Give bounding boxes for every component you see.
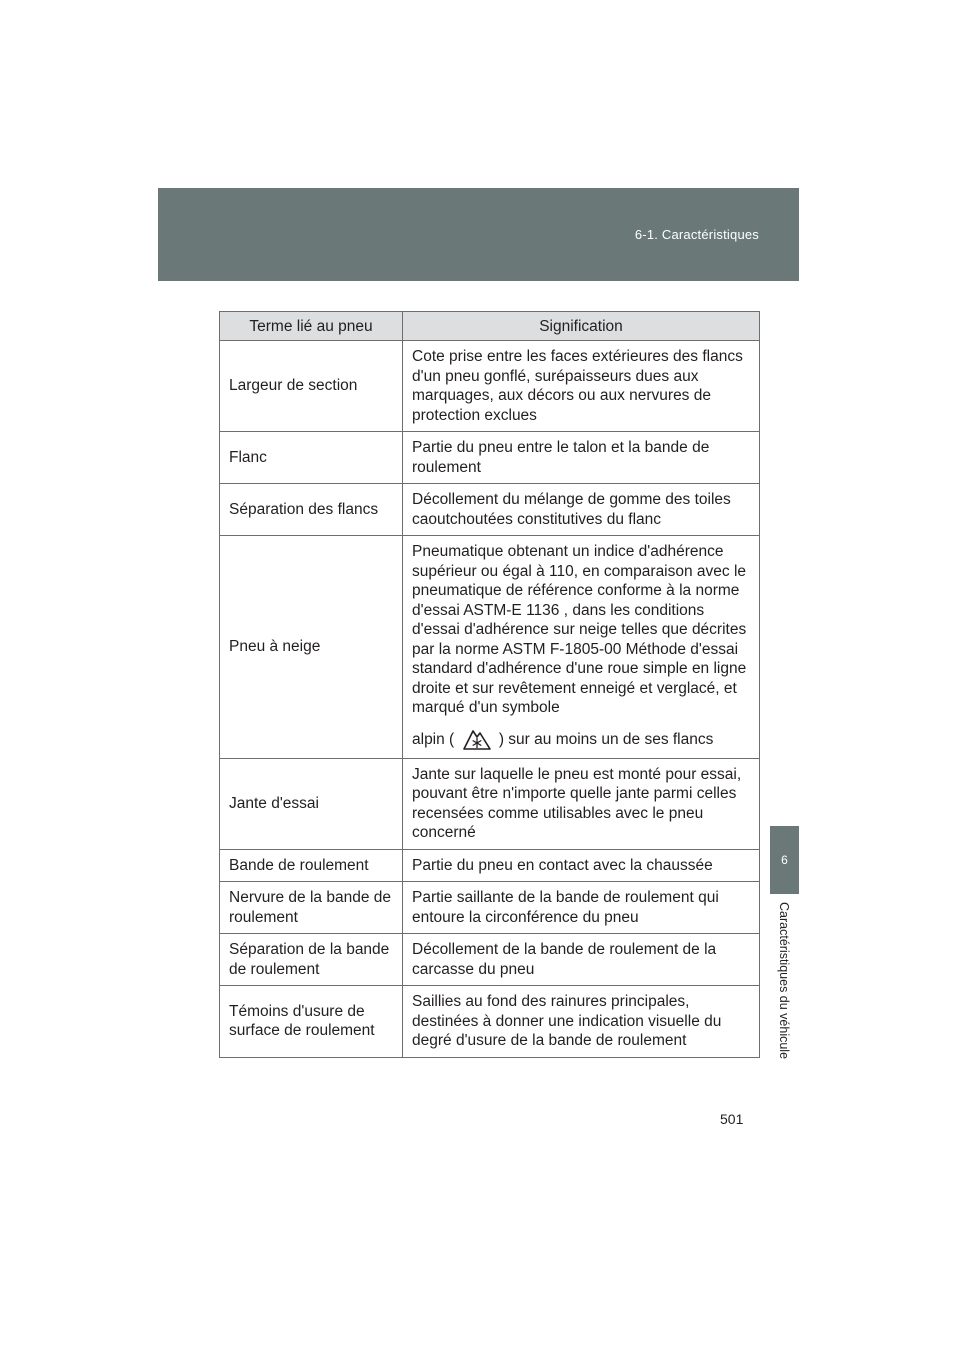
meaning-text-after-icon: ) sur au moins un de ses flancs	[498, 730, 714, 748]
section-title: 6-1. Caractéristiques	[634, 227, 759, 242]
term-cell: Largeur de section	[220, 341, 403, 432]
meaning-cell: Saillies au fond des rainures principales, destinées à donner une indication visuelle du degré d'usure de la bande de roulement	[403, 986, 760, 1058]
tire-terms-table	[219, 311, 760, 1058]
table-row	[220, 484, 760, 536]
column-header-meaning: Signification	[403, 312, 760, 341]
column-header-term: Terme lié au pneu	[220, 312, 403, 341]
chapter-side-label	[767, 902, 801, 1092]
meaning-cell: Partie du pneu entre le talon et la bande de roulement	[403, 432, 760, 484]
chapter-number: 6	[781, 853, 788, 867]
term-cell: Séparation des flancs	[220, 484, 403, 536]
meaning-cell: Jante sur laquelle le pneu est monté pour essai, pouvant être n'importe quelle jante parmi celles recensées comme utilisables avec le pneu concerné	[403, 758, 760, 849]
table-row	[220, 986, 760, 1058]
meaning-cell: Décollement de la bande de roulement de la carcasse du pneu	[403, 934, 760, 986]
table-row	[220, 432, 760, 484]
meaning-text: Pneumatique obtenant un indice d'adhérence supérieur ou égal à 110, en comparaison avec le pneumatique de référence conforme à la norme d'essai ASTM-E 1136 , dans les conditions d'essai d'adhérence sur neige telles que décrites par la norme ASTM F-1805-00 Méthode d'essai standard d'adhérence d'une roue simple en ligne droite et sur revêtement enneigé et verglacé, et marqué d'un symbole	[412, 543, 747, 716]
meaning-cell: Partie saillante de la bande de roulement qui entoure la circonférence du pneu	[403, 882, 760, 934]
chapter-number-tab	[770, 826, 799, 894]
table-row	[220, 536, 760, 759]
meaning-cell	[403, 536, 760, 759]
term-cell: Témoins d'usure de surface de roulement	[220, 986, 403, 1058]
meaning-text-before-icon: alpin (	[412, 730, 455, 748]
page-number: 501	[720, 1111, 744, 1127]
table-row	[220, 849, 760, 882]
term-cell: Flanc	[220, 432, 403, 484]
alpine-symbol-line	[412, 724, 713, 752]
table-row	[220, 882, 760, 934]
table-row	[220, 341, 760, 432]
chapter-title: Caractéristiques du véhicule	[777, 902, 791, 1060]
meaning-cell: Partie du pneu en contact avec la chaussée	[403, 849, 760, 882]
meaning-cell: Décollement du mélange de gomme des toiles caoutchoutées constitutives du flanc	[403, 484, 760, 536]
meaning-cell: Cote prise entre les faces extérieures des flancs d'un pneu gonflé, surépaisseurs dues aux marquages, aux décors ou aux nervures de protection exclues	[403, 341, 760, 432]
table-row	[220, 758, 760, 849]
term-cell: Bande de roulement	[220, 849, 403, 882]
term-cell: Pneu à neige	[220, 536, 403, 759]
chapter-header-band	[158, 188, 799, 281]
term-cell: Jante d'essai	[220, 758, 403, 849]
table-header-row	[220, 312, 760, 341]
term-cell: Nervure de la bande de roulement	[220, 882, 403, 934]
term-cell: Séparation de la bande de roulement	[220, 934, 403, 986]
alpine-snowflake-icon	[459, 724, 495, 752]
table-row	[220, 934, 760, 986]
